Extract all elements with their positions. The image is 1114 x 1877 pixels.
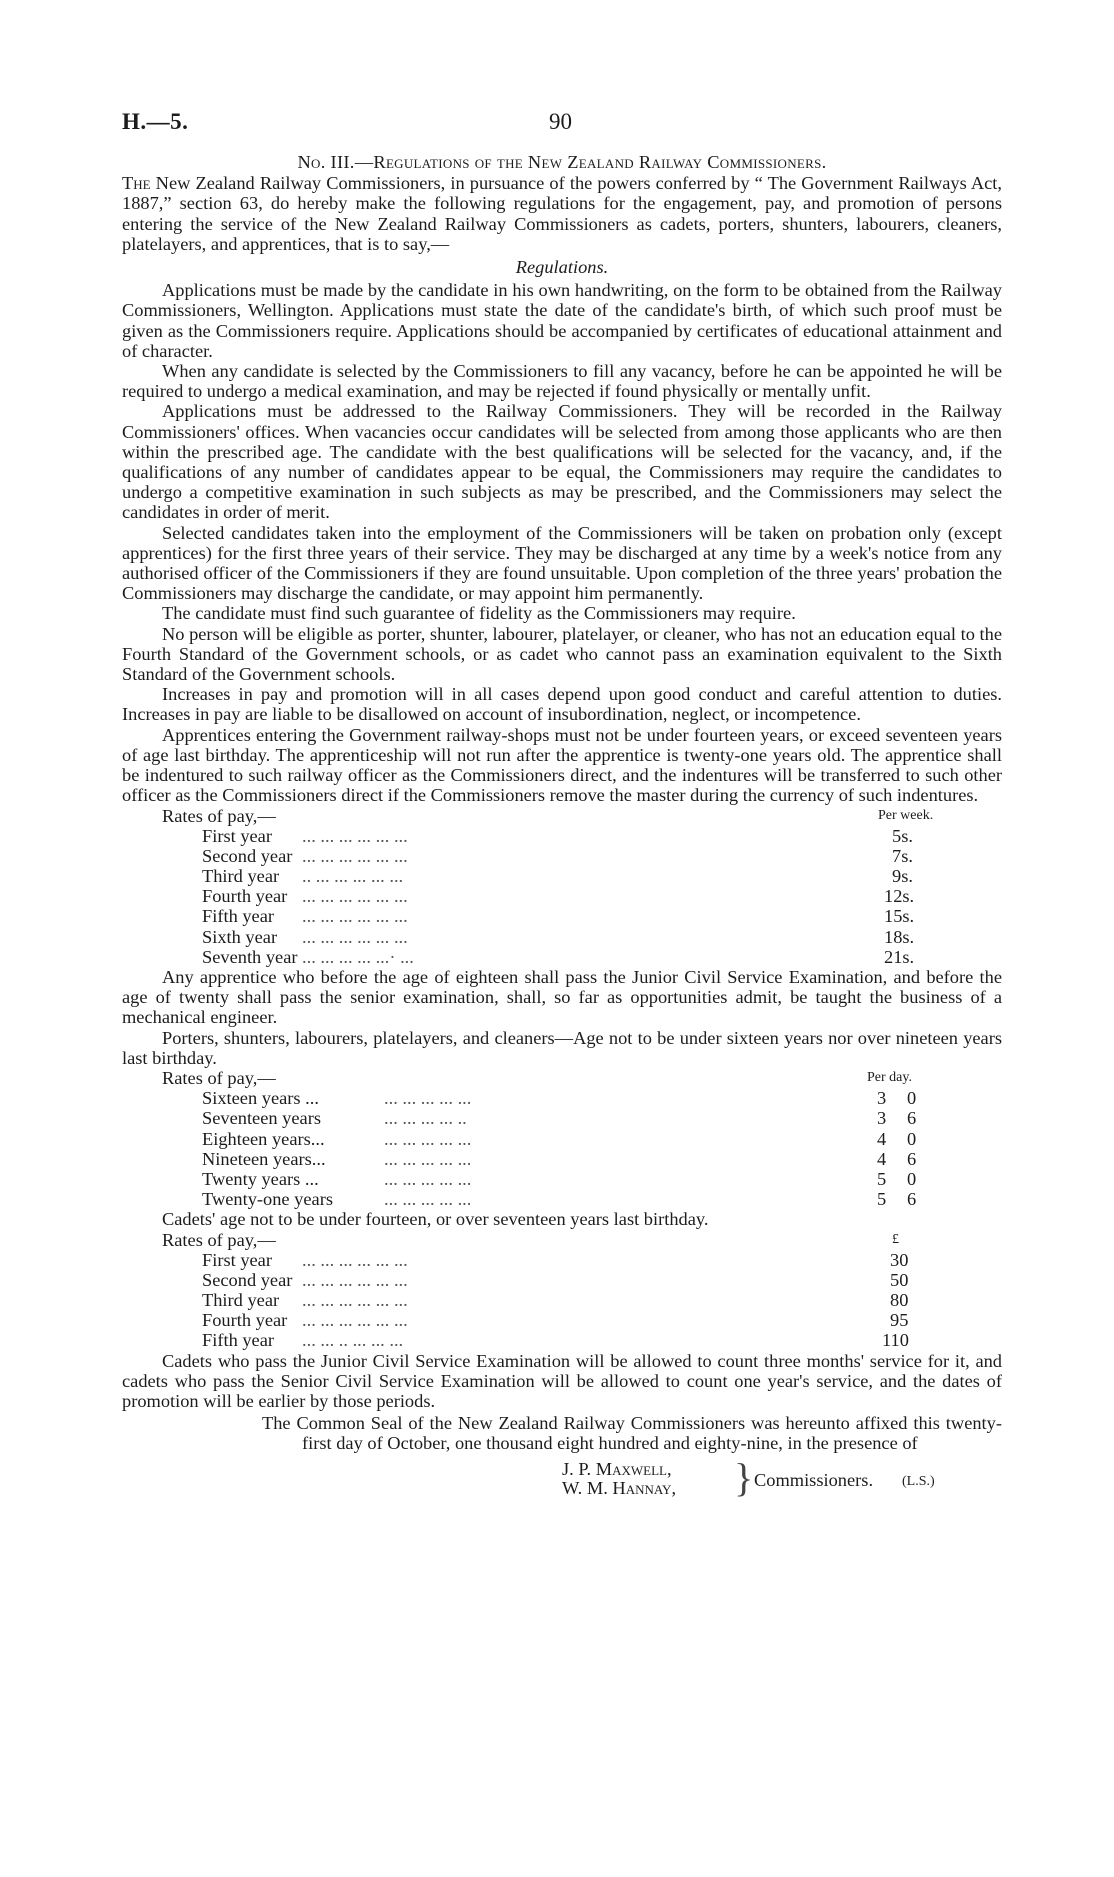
row-pence: 6 [907,1189,917,1210]
leader-dots: ... ... ... ... ... ... [302,886,408,907]
table-row [122,906,1002,926]
regulation-paragraph: When any candidate is selected by the Commissioners to fill any vacancy, before he can be appointed he will be required to undergo a medical examination, and may be rejected if found physically or mentally unfit. [122,361,1002,402]
apprentice-note: Any apprentice who before the age of eighteen shall pass the Junior Civil Service Examination, and before the age of twenty shall pass the senior examination, shall, so far as opportunities admit, be taught the business of a mechanical engineer. [122,967,1002,1028]
row-pay: 9s. [892,866,913,887]
table-row [122,1310,1002,1330]
leader-dots: ... ... ... ... ... [384,1128,472,1149]
document-reference: H.—5. [122,109,189,134]
brace-glyph: } [734,1454,754,1500]
leader-dots: ... ... ... ... ... ... [302,825,408,846]
table-row [122,1149,1002,1169]
row-year: Sixth year [202,926,278,947]
cadet-rates-label [122,1230,1002,1250]
intro-lead-word: The [122,173,151,194]
page-header [122,109,1002,142]
row-pay: 7s. [892,845,913,866]
signatory-names [562,1460,676,1498]
row-age: Twenty years ... [202,1168,319,1189]
row-shillings: 4 [877,1148,887,1169]
per-day-column-head: Per day. [867,1070,912,1086]
row-pence: 0 [907,1088,917,1109]
rates-label-text: Rates of pay,— [162,1229,276,1250]
row-year: Seventh year [202,946,298,967]
document-page [122,109,1002,1502]
regulation-paragraph: Selected candidates taken into the employment of the Commissioners will be taken on probation only (except apprentices) for the first three years of their service. They may be discharged at any time by a week's notice from any authorised officer of the Commissioners if they are found unsuitable. Upon completion of the three years' probation the Commissioners may discharge the candidate, or may appoint him permanently. [122,522,1002,604]
leader-dots: ... ... ... ... ... [384,1088,472,1109]
table-row [122,1129,1002,1149]
leader-dots: ... ... ... ... ... ... [302,1290,408,1311]
row-pay: 21s. [884,946,915,967]
row-year: Fifth year [202,906,275,927]
apprentice-rates-label [122,806,1002,826]
porter-rates-table [122,1068,1002,1209]
row-shillings: 4 [877,1128,887,1149]
seal-text: The Common Seal of the New Zealand Railway Commissioners was hereunto affixed this twenty-first day of October, one thousand eight hundred and eighty-nine, in the presence of [262,1413,1002,1454]
leader-dots: ... ... ... ... ... [384,1189,472,1210]
leader-dots: ... ... ... ... ... [384,1148,472,1169]
leader-dots: ... ... ... ... ... ... [302,1249,408,1270]
locus-sigilli-mark: (L.S.) [902,1473,935,1489]
row-pay: 95 [890,1310,909,1331]
table-row [122,846,1002,866]
row-pay: 80 [890,1290,909,1311]
leader-dots: ... ... ... ... ... ... [302,926,408,947]
per-week-column-head: Per week. [878,807,934,823]
document-title: No. III.—Regulations of the New Zealand Railway Commissioners. [297,152,827,172]
row-pence: 6 [907,1108,917,1129]
table-row [122,927,1002,947]
signature-block [122,1454,1002,1502]
table-row [122,886,1002,906]
row-age: Eighteen years... [202,1128,325,1149]
cadets-note: Cadets who pass the Junior Civil Service Examination will be allowed to count three months' service for it, and cadets who pass the Senior Civil Service Examination will be allowed to count one year's service, and the dates of promotion will be earlier by those periods. [122,1350,1002,1412]
regulation-paragraph: Applications must be made by the candidate in his own handwriting, on the form to be obtained from the Railway Commissioners, Wellington. Applications must state the date of the candidate's birth, of which such proof must be given as the Commissioners require. Applications should be accompanied by certificates of educational attainment and of character. [122,280,1002,361]
table-row [122,1290,1002,1310]
seal-clause [122,1413,1002,1453]
intro-text: New Zealand Railway Commissioners, in pursuance of the powers conferred by “ The Government Railways Act, 1887,” section 63, do hereby make the following regulations for the engagement, pay, and promotion of persons entering the service of the New Zealand Railway Commissioners as cadets, porters, shunters, labourers, cleaners, platelayers, and apprentices, that is to say,— [122,173,1002,254]
apprentice-rates-table [122,806,1002,968]
row-age: Sixteen years ... [202,1088,319,1109]
row-age: Nineteen years... [202,1148,326,1169]
porter-rates-label [122,1068,1002,1088]
row-pence: 0 [907,1168,917,1189]
row-pay: 18s. [884,926,915,947]
row-shillings: 5 [877,1189,887,1210]
row-shillings: 3 [877,1088,887,1109]
table-row [122,1169,1002,1189]
row-year: First year [202,1249,272,1270]
leader-dots: ... ... ... ... ...· ... [302,946,414,967]
table-row [122,1189,1002,1209]
leader-dots: ... ... ... ... ... ... [302,1269,408,1290]
leader-dots: ... ... ... ... ... ... [302,845,408,866]
table-row [122,1330,1002,1350]
page-number: 90 [549,109,572,134]
row-pay: 15s. [884,906,915,927]
signatory-hannay: W. M. Hannay, [562,1477,677,1498]
row-year: Second year [202,1269,293,1290]
rates-label-text: Rates of pay,— [162,805,276,826]
row-pay: 12s. [884,886,915,907]
row-year: Third year [202,866,280,887]
leader-dots: ... ... ... ... ... ... [302,906,408,927]
cadet-rates-table [122,1230,1002,1351]
row-year: Fourth year [202,886,288,907]
row-year: Third year [202,1290,280,1311]
regulation-paragraph: Apprentices entering the Government railway-shops must not be under fourteen years, or exceed seventeen years of age last birthday. The apprenticeship will not run after the apprentice is twenty-one years old. The apprentice shall be indentured to such railway officer as the Commissioners direct, and the indentures will be transferred to such other officer as the Commissioners direct if the Commissioners remove the master during the currency of such indentures. [122,724,1002,806]
row-pence: 0 [907,1128,917,1149]
row-shillings: 3 [877,1108,887,1129]
regulations-heading: Regulations. [515,257,609,278]
regulation-paragraph: The candidate must find such guarantee of fidelity as the Commissioners may require. [162,603,796,624]
leader-dots: ... ... ... ... ... [384,1168,472,1189]
leader-dots: ... ... ... ... ... ... [302,1310,408,1331]
table-row [122,1250,1002,1270]
table-row [122,1108,1002,1128]
table-row [122,826,1002,846]
row-year: First year [202,825,272,846]
row-pay: 110 [882,1330,909,1351]
leader-dots: .. ... ... ... ... ... [302,866,404,887]
table-row [122,1088,1002,1108]
rates-label-text: Rates of pay,— [162,1068,276,1089]
row-shillings: 5 [877,1168,887,1189]
row-year: Fourth year [202,1310,288,1331]
table-row [122,1270,1002,1290]
regulation-paragraph: No person will be eligible as porter, shunter, labourer, platelayer, or cleaner, who has not an education equal to the Fourth Standard of the Government schools, or as cadet who cannot pass an examination equivalent to the Sixth Standard of the Government schools. [122,623,1002,685]
leader-dots: ... ... ... ... .. [384,1108,467,1129]
row-pay: 50 [890,1269,909,1290]
regulation-paragraph: Increases in pay and promotion will in all cases depend upon good conduct and careful attention to duties. Increases in pay are liable to be disallowed on account of insubordination, neglect, or incompetence. [122,684,1002,725]
table-row [122,947,1002,967]
row-pence: 6 [907,1148,917,1169]
row-age: Seventeen years [202,1108,321,1129]
row-age: Twenty-one years [202,1189,333,1210]
porters-intro: Porters, shunters, labourers, platelayers, and cleaners—Age not to be under sixteen years nor over nineteen years last birthday. [122,1027,1002,1068]
table-row [122,866,1002,886]
signatory-maxwell: J. P. Maxwell, [562,1458,672,1479]
pounds-column-head: £ [892,1231,899,1247]
leader-dots: ... ... .. ... ... ... [302,1330,404,1351]
row-pay: 5s. [892,825,913,846]
row-year: Fifth year [202,1330,275,1351]
signatory-role: Commissioners. [754,1469,874,1490]
intro-paragraph [122,173,1002,254]
regulation-paragraph: Applications must be addressed to the Railway Commissioners. They will be recorded in the Railway Commissioners' offices. When vacancies occur candidates will be selected from among those applicants who are then within the prescribed age. The candidate with the best qualifications will be selected for the vacancy, and, if the qualifications of any number of candidates appear to be equal, the Commissioners may require the candidates to undergo a competitive examination in such subjects as may be prescribed, and the Commissioners may select the candidates in order of merit. [122,401,1002,523]
cadets-intro: Cadets' age not to be under fourteen, or over seventeen years last birthday. [162,1209,709,1230]
row-year: Second year [202,845,293,866]
row-pay: 30 [890,1249,909,1270]
